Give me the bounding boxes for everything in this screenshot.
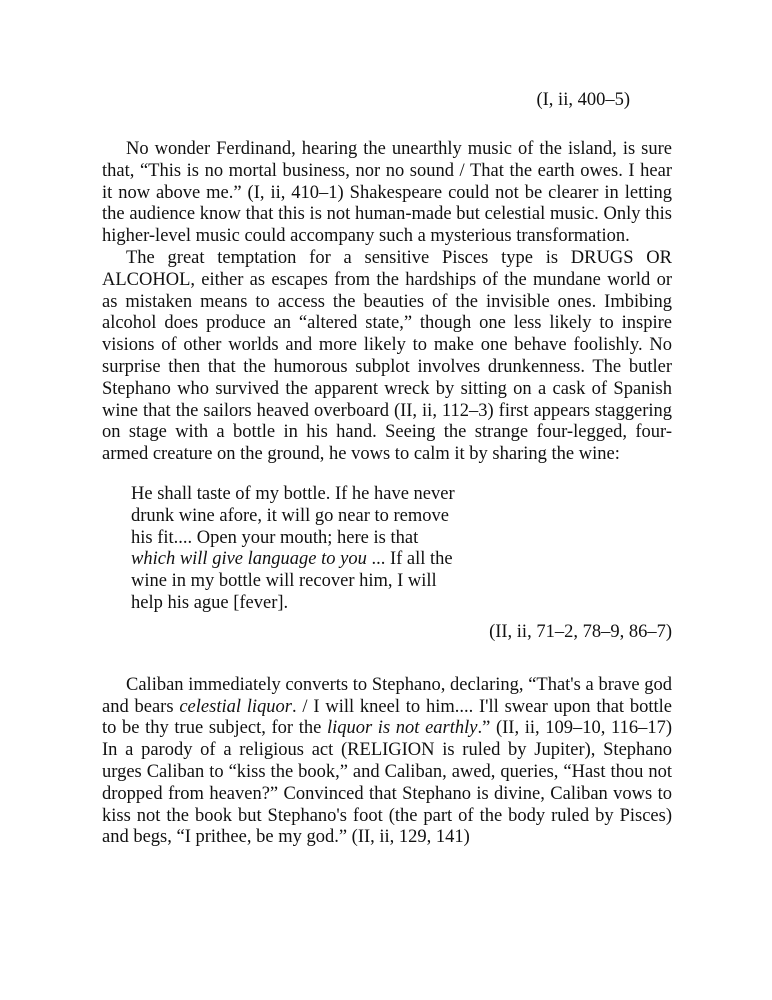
document-page xyxy=(102,0,672,849)
italic-text: which will give language to you xyxy=(131,549,367,570)
quote-line: drunk wine afore, it will go near to remove xyxy=(131,505,449,526)
paragraph-caliban: Caliban immediately converts to Stephano, declaring, “That's a brave god and bears celestial liquor. / I will kneel to him.... I'll swear upon that bottle to be thy true subject, for the liquor is not earthly.” (II, ii, 109–10, 116–17) In a parody of a religious act (RELIGION is ruled by Jupiter), Stephano urges Caliban to “kiss the book,” and Caliban, awed, queries, “Hast thou not dropped from heaven?” Convinced that Stephano is divine, Caliban vows to kiss not the book but Stephano's foot (the part of the body ruled by Pisces) and begs, “I prithee, be my god.” (II, ii, 129, 141) xyxy=(102,674,672,848)
paragraph-drugs-alcohol: The great temptation for a sensitive Pisces type is DRUGS OR ALCOHOL, either as escapes from the hardships of the mundane world or as mistaken means to access the beauties of the invisible ones. Imbibing alcohol does produce an “altered state,” though one less likely to inspire visions of other worlds and more likely to make one behave foolishly. No surprise then that the humorous subplot involves drunkenness. The butler Stephano who survived the apparent wreck by sitting on a cask of Spanish wine that the sailors heaved overboard (II, ii, 112–3) first appears staggering on stage with a bottle in his hand. Seeing the strange four-legged, four-armed creature on the ground, he vows to calm it by sharing the wine: xyxy=(102,247,672,465)
quote-line: which will give language to you ... If all the xyxy=(131,549,453,570)
quote-line: his fit.... Open your mouth; here is that xyxy=(131,527,419,548)
quote-line: He shall taste of my bottle. If he have never xyxy=(131,483,455,504)
italic-text: celestial liquor xyxy=(179,696,293,717)
italic-text: liquor is not earthly xyxy=(326,718,478,739)
citation-quote: (II, ii, 71–2, 78–9, 86–7) xyxy=(489,621,672,642)
quote-line: wine in my bottle will recover him, I will xyxy=(131,571,437,592)
quote-line: help his ague [fever]. xyxy=(131,592,289,613)
block-quote-stephano xyxy=(131,484,471,615)
paragraph-ferdinand: No wonder Ferdinand, hearing the unearthly music of the island, is sure that, “This is no mortal business, nor no sound / That the earth owes. I hear it now above me.” (I, ii, 410–1) Shakespeare could not be clearer in letting the audience know that this is not human-made but celestial music. Only this higher-level music could accompany such a mysterious transformation. xyxy=(102,139,672,247)
citation-top: (I, ii, 400–5) xyxy=(536,90,630,110)
